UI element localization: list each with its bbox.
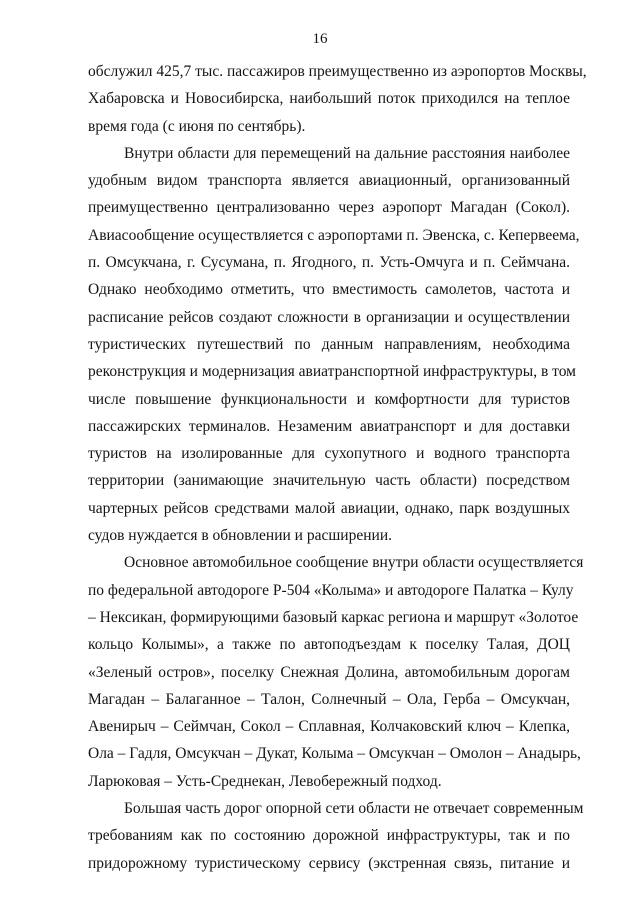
paragraph	[88, 58, 587, 140]
text-line: туристических путешествий по данным направлениям, необходима	[88, 335, 570, 353]
paragraph	[88, 140, 580, 549]
text-line: Магадан – Балаганное – Талон, Солнечный – Ола, Герба – Омсукчан,	[88, 690, 570, 708]
text-line: расписание рейсов создают сложности в организации и осуществлении	[88, 308, 570, 326]
text-line: Хабаровска и Новосибирска, наибольший поток приходился на теплое	[88, 90, 570, 108]
text-line: Однако необходимо отметить, что вместимость самолетов, частота и	[88, 281, 570, 299]
text-line: Ларюковая – Усть-Среднекан, Левобережный подход.	[88, 772, 442, 790]
text-line: судов нуждается в обновлении и расширении.	[88, 527, 392, 545]
text-line: Ола – Гадля, Омсукчан – Дукат, Колыма – Омсукчан – Омолон – Анадырь,	[88, 745, 581, 763]
text-line: придорожному туристическому сервису (экстренная связь, питание и	[88, 854, 570, 872]
text-line: реконструкция и модернизация авиатранспортной инфраструктуры, в том	[88, 363, 576, 381]
page-number: 16	[312, 31, 328, 47]
text-line: обслужил 425,7 тыс. пассажиров преимущественно из аэропортов Москвы,	[88, 63, 587, 80]
text-line: п. Омсукчана, г. Сусумана, п. Ягодного, п. Усть-Омчуга и п. Сеймчана.	[88, 254, 570, 272]
text-line: кольцо Колымы», а также по автоподъездам к поселку Талая, ДОЦ	[88, 636, 570, 654]
paragraph	[88, 795, 584, 877]
text-line: требованиям как по состоянию дорожной инфраструктуры, так и по	[88, 827, 570, 845]
text-line: удобным видом транспорта является авиационный, организованный	[88, 172, 570, 190]
text-line: «Зеленый остров», поселку Снежная Долина, автомобильным дорогам	[88, 663, 570, 681]
text-line: Авенирыч – Сеймчан, Сокол – Сплавная, Колчаковский ключ – Клепка,	[88, 718, 570, 736]
text-line: туристов на изолированные для сухопутного и водного транспорта	[88, 445, 570, 463]
text-line: Внутри области для перемещений на дальние расстояния наиболее	[124, 144, 570, 162]
body-text	[88, 58, 587, 877]
text-line: по федеральной автодороге Р-504 «Колыма» и автодороге Палатка – Кулу	[88, 581, 574, 599]
text-line: числе повышение функциональности и комфортности для туристов	[88, 390, 570, 408]
text-line: Основное автомобильное сообщение внутри области осуществляется	[124, 554, 584, 572]
text-line: чартерных рейсов средствами малой авиации, однако, парк воздушных	[88, 499, 570, 517]
text-line: преимущественно централизованно через аэропорт Магадан (Сокол).	[88, 199, 570, 217]
text-line: Авиасообщение осуществляется с аэропортами п. Эвенска, с. Кепервеема,	[88, 226, 580, 244]
text-line: пассажирских терминалов. Незаменим авиатранспорт и для доставки	[88, 417, 570, 435]
text-line: – Нексикан, формирующими базовый каркас региона и маршрут «Золотое	[88, 608, 579, 626]
text-line: время года (с июня по сентябрь).	[88, 117, 306, 135]
text-line: Большая часть дорог опорной сети области не отвечает современным	[124, 800, 584, 818]
text-line: территории (занимающие значительную часть области) посредством	[88, 472, 570, 490]
paragraph	[88, 549, 584, 795]
